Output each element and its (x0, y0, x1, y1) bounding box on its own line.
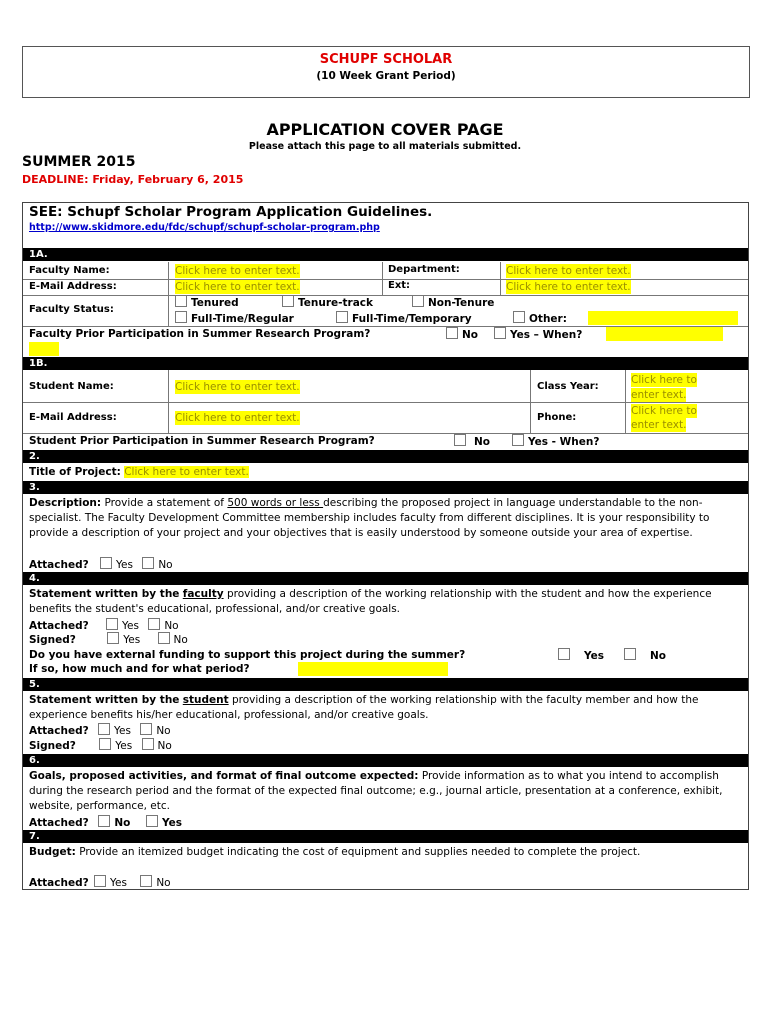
student-email-label: E-Mail Address: (29, 412, 117, 423)
budget-paragraph: Budget: Provide an itemized budget indicating the cost of equipment and supplies needed to complete the project. (29, 846, 641, 858)
tenured-option[interactable]: Tenured (175, 295, 239, 310)
checkbox[interactable] (140, 875, 152, 887)
divider (500, 262, 501, 295)
section-3-header: 3. (23, 481, 748, 494)
program-title: SCHUPF SCHOLAR (319, 52, 453, 67)
checkbox[interactable] (99, 738, 111, 750)
checkbox[interactable] (454, 434, 466, 446)
student-prior-yes[interactable]: Yes - When? (512, 434, 599, 449)
student-name-label: Student Name: (29, 381, 114, 392)
student-prior-question: Student Prior Participation in Summer Research Program? (29, 435, 375, 447)
funding-yes[interactable]: Yes (558, 648, 604, 663)
faculty-email-field[interactable]: Click here to enter text. (175, 281, 300, 293)
checkbox[interactable] (446, 327, 458, 339)
phone-label: Phone: (537, 412, 577, 423)
project-title-field[interactable]: Click here to enter text. (124, 466, 249, 478)
checkbox[interactable] (175, 295, 187, 307)
guidelines-title: SEE: Schupf Scholar Program Application Guidelines. (29, 204, 433, 220)
checkbox[interactable] (558, 648, 570, 660)
ext-field[interactable]: Click here to enter text. (506, 281, 631, 293)
checkbox[interactable] (106, 618, 118, 630)
section-1a-header: 1A. (23, 248, 748, 261)
instruction-text: Please attach this page to all materials submitted. (248, 141, 522, 152)
header-box (22, 46, 750, 98)
full-time-regular-option[interactable]: Full-Time/Regular (175, 311, 294, 326)
grant-period: (10 Week Grant Period) (316, 70, 456, 82)
faculty-prior-yes[interactable]: Yes – When? (494, 327, 582, 342)
checkbox[interactable] (100, 557, 112, 569)
goals-paragraph: Goals, proposed activities, and format of final outcome expected: Provide information as to what you intend to accomplish during the research period and the format of the expected final outcome; e.g., journal article, presentation at a conference, exhibit, website, performance, etc. (29, 770, 723, 812)
section-2-header: 2. (23, 450, 748, 463)
checkbox[interactable] (98, 723, 110, 735)
checkbox[interactable] (494, 327, 506, 339)
full-time-temporary-option[interactable]: Full-Time/Temporary (336, 311, 472, 326)
project-title-label: Title of Project: (29, 466, 121, 478)
divider (168, 262, 169, 326)
divider (168, 370, 169, 433)
divider (23, 402, 748, 403)
student-email-field[interactable]: Click here to enter text. (175, 412, 300, 424)
checkbox[interactable] (142, 557, 154, 569)
faculty-statement-signed-row: Signed? Yes No (29, 634, 188, 646)
student-name-field[interactable]: Click here to enter text. (175, 381, 300, 393)
section-5-header: 5. (23, 678, 748, 691)
checkbox[interactable] (98, 815, 110, 827)
divider (23, 279, 748, 280)
guidelines-link[interactable]: http://www.skidmore.edu/fdc/schupf/schupf-scholar-program.php (29, 222, 380, 233)
divider (23, 295, 748, 296)
faculty-email-label: E-Mail Address: (29, 281, 117, 292)
checkbox[interactable] (142, 738, 154, 750)
faculty-prior-when-field-cont[interactable] (29, 342, 59, 356)
term-label: SUMMER 2015 (22, 154, 136, 170)
class-year-field-line2[interactable]: enter text. (631, 389, 687, 401)
student-statement-paragraph: Statement written by the student providing a description of the working relationship with the faculty member and how the experience benefits his/her educational, professional, and/or creative goals. (29, 694, 699, 721)
department-field[interactable]: Click here to enter text. (506, 265, 631, 277)
checkbox[interactable] (336, 311, 348, 323)
department-label: Department: (388, 264, 460, 275)
section-1b-header: 1B. (23, 357, 748, 370)
page-title: APPLICATION COVER PAGE (266, 120, 504, 139)
class-year-label: Class Year: (537, 381, 599, 392)
checkbox[interactable] (107, 632, 119, 644)
section-6-header: 6. (23, 754, 748, 767)
phone-field[interactable]: Click here to (631, 405, 697, 417)
divider (530, 370, 531, 433)
divider (382, 262, 383, 295)
funding-question: Do you have external funding to support this project during the summer? (29, 649, 466, 661)
project-title-row (29, 465, 249, 479)
budget-attached-row: Attached? Yes No (29, 877, 171, 889)
goals-attached-row: Attached? No Yes (29, 817, 183, 829)
checkbox[interactable] (412, 295, 424, 307)
student-statement-attached-row: Attached? Yes No (29, 725, 171, 737)
student-statement-signed-row: Signed? Yes No (29, 740, 172, 752)
other-field[interactable] (588, 311, 738, 325)
checkbox[interactable] (148, 618, 160, 630)
faculty-statement-attached-row: Attached? Yes No (29, 620, 179, 632)
checkbox[interactable] (140, 723, 152, 735)
ext-label: Ext: (388, 280, 411, 291)
divider (625, 370, 626, 433)
funding-no[interactable]: No (624, 648, 666, 663)
faculty-name-label: Faculty Name: (29, 265, 110, 276)
checkbox[interactable] (513, 311, 525, 323)
faculty-name-field[interactable]: Click here to enter text. (175, 265, 300, 277)
description-attached-row: Attached? Yes No (29, 559, 173, 571)
checkbox[interactable] (158, 632, 170, 644)
checkbox[interactable] (282, 295, 294, 307)
faculty-prior-question: Faculty Prior Participation in Summer Research Program? (29, 328, 371, 340)
other-option[interactable]: Other: (513, 311, 567, 326)
description-paragraph: Description: Provide a statement of 500 words or less describing the proposed project in language understandable to the non-specialist. The Faculty Development Committee membership includes faculty from different disciplines. It is your responsibility to provide a description of your project and your objectives that is easily understood by someone outside your area of expertise. (29, 497, 710, 539)
faculty-status-label: Faculty Status: (29, 304, 114, 315)
deadline-label: DEADLINE: Friday, February 6, 2015 (22, 173, 244, 186)
funding-amount-field[interactable] (298, 662, 448, 676)
funding-amount-question: If so, how much and for what period? (29, 663, 250, 675)
faculty-statement-paragraph: Statement written by the faculty providing a description of the working relationship with the student and how the experience benefits the student's educational, professional, and/or creative goals. (29, 588, 712, 615)
checkbox[interactable] (175, 311, 187, 323)
tenure-track-option[interactable]: Tenure-track (282, 295, 373, 310)
section-7-header: 7. (23, 830, 748, 843)
checkbox[interactable] (146, 815, 158, 827)
phone-field-line2[interactable]: enter text. (631, 419, 687, 431)
checkbox[interactable] (512, 434, 524, 446)
non-tenure-option[interactable]: Non-Tenure (412, 295, 494, 310)
section-4-header: 4. (23, 572, 748, 585)
class-year-field[interactable]: Click here to (631, 374, 697, 386)
faculty-prior-no[interactable]: No (446, 327, 478, 342)
faculty-prior-when-field[interactable] (606, 327, 723, 341)
checkbox[interactable] (94, 875, 106, 887)
checkbox[interactable] (624, 648, 636, 660)
student-prior-no[interactable]: No (454, 434, 490, 449)
